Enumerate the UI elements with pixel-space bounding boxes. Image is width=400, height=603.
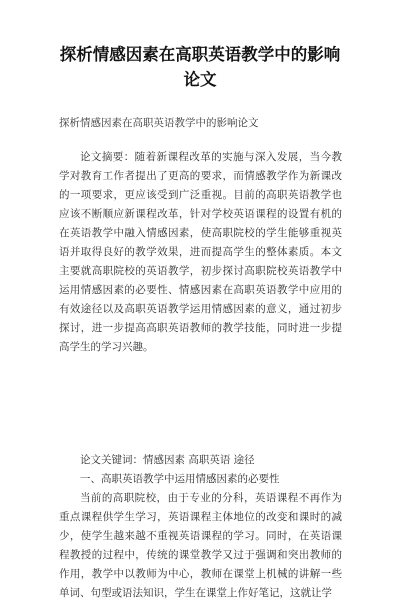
section-heading: 一、高职英语教学中运用情感因素的必要性	[80, 473, 280, 485]
abstract-paragraph: 论文摘要：随着新课程改革的实施与深入发展，当今教学对教育工作者提出了更高的要求，而情感教学作为新课改的一项要求，更应该受到广泛重视。目前的高职英语教学也应该不断顺应新课程改革，针对学校英语课程的设置有机的在英语教学中融入情感因素，使高职院校的学生能够重视英语并取得良好的教学效果，进而提高学生的整体素质。本文主要就高职院校的英语教学，初步探讨高职院校英语教学中运用情感因素的必要性、情感因素在高职英语教学中应用的有效途径以及高职英语教学运用情感因素的意义，通过初步探讨，进一步提高高职英语教师的教学技能，同时进一步提高学生的学习兴趣。	[59, 151, 342, 353]
document-subtitle: 探析情感因素在高职英语教学中的影响论文	[59, 117, 259, 129]
document-title: 探析情感因素在高职英语教学中的影响论文	[59, 45, 341, 89]
keywords-line: 论文关键词：情感因素 高职英语 途径	[80, 454, 255, 466]
body-paragraph: 当前的高职院校，由于专业的分科，英语课程不再作为重点课程供学生学习，英语课程主体地位的改变和课时的减少，使学生越来越不重视英语课程的学习。同时，在英语课程教授的过程中，传统的课堂教学又过于强调和突出教师的作用，教学中以教师为中心，教师在课堂上机械的讲解一些单词、句型或语法知识，学生在课堂上作好笔记，这就让学	[59, 492, 342, 599]
